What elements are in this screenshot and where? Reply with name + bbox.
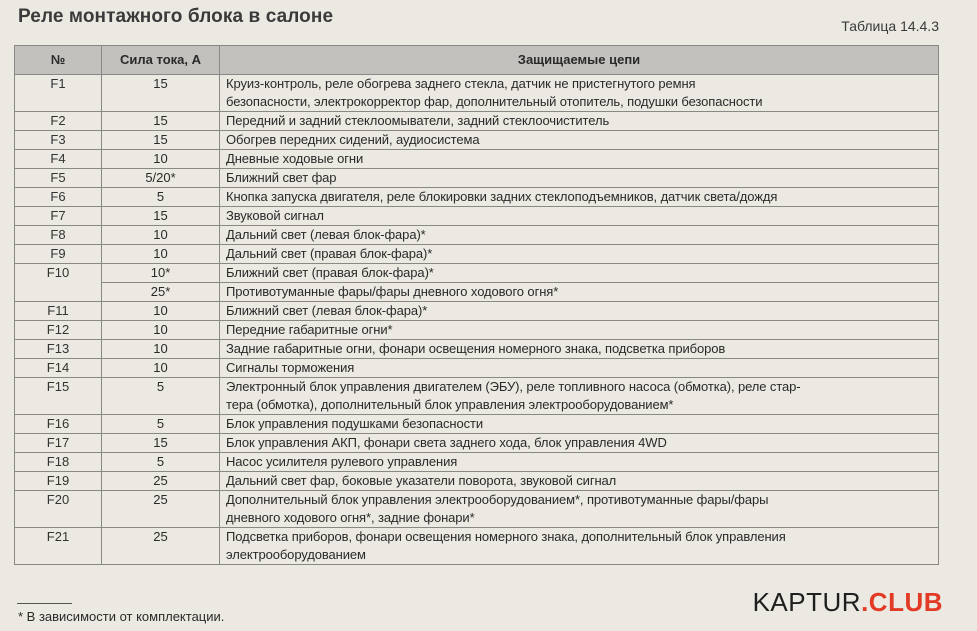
fuse-current-cell: 10 [102,302,220,321]
circuit-text-line: Ближний свет (правая блок-фара)* [226,265,434,280]
protected-circuits-cell [220,378,939,415]
table-row [15,453,939,472]
fuse-number-cell: F16 [15,415,102,434]
circuit-text-line: электрооборудованием [226,547,366,562]
column-header-circuits: Защищаемые цепи [220,46,939,75]
fuse-number-cell: F12 [15,321,102,340]
circuit-text-line: Передние габаритные огни* [226,322,393,337]
circuit-text-line: Насос усилителя рулевого управления [226,454,458,469]
fuse-current-cell: 15 [102,131,220,150]
watermark-text-accent: .CLUB [861,587,943,617]
fuse-number-cell: F11 [15,302,102,321]
protected-circuits-cell [220,112,939,131]
fuse-number-cell: F5 [15,169,102,188]
fuse-number-cell: F4 [15,150,102,169]
fuse-number-cell: F1 [15,75,102,112]
fuse-current-cell: 15 [102,112,220,131]
table-row [15,245,939,264]
table-row [15,340,939,359]
fuse-number-cell: F18 [15,453,102,472]
page-title: Реле монтажного блока в салоне [18,6,334,27]
circuit-text-line: Сигналы торможения [226,360,355,375]
watermark-text-main: KAPTUR [752,587,862,617]
fuse-current-cell: 5 [102,415,220,434]
protected-circuits-cell [220,528,939,565]
circuit-text-line: дневного ходового огня*, задние фонари* [226,510,475,525]
protected-circuits-cell [220,245,939,264]
fuse-table [14,45,939,565]
fuse-number-cell: F15 [15,378,102,415]
fuse-current-cell: 10 [102,321,220,340]
table-row [15,415,939,434]
fuse-current-cell: 15 [102,75,220,112]
table-body [15,75,939,565]
fuse-current-cell: 10 [102,359,220,378]
fuse-current-cell: 5 [102,378,220,415]
circuit-text-line: Дальний свет (левая блок-фара)* [226,227,426,242]
circuit-text-line: Ближний свет (левая блок-фара)* [226,303,428,318]
fuse-number-cell: F20 [15,491,102,528]
circuit-text-line: Подсветка приборов, фонари освещения номерного знака, дополнительный блок управления [226,529,786,544]
fuse-current-cell: 5 [102,453,220,472]
protected-circuits-cell [220,226,939,245]
table-row [15,188,939,207]
circuit-text-line: Кнопка запуска двигателя, реле блокировки задних стеклоподъемников, датчик света/дождя [226,189,778,204]
circuit-text-line: Задние габаритные огни, фонари освещения номерного знака, подсветка приборов [226,341,726,356]
table-row [15,169,939,188]
protected-circuits-cell [220,131,939,150]
fuse-current-cell: 10* [102,264,220,283]
circuit-text-line: Ближний свет фар [226,170,337,185]
circuit-text-line: тера (обмотка), дополнительный блок управления электрооборудованием* [226,397,674,412]
protected-circuits-cell [220,472,939,491]
protected-circuits-cell [220,359,939,378]
table-row [15,264,939,283]
circuit-text-line: Круиз-контроль, реле обогрева заднего стекла, датчик не пристегнутого ремня [226,76,696,91]
fuse-number-cell: F6 [15,188,102,207]
fuse-number-cell [15,283,102,302]
protected-circuits-cell [220,75,939,112]
fuse-number-cell: F19 [15,472,102,491]
protected-circuits-cell [220,188,939,207]
fuse-current-cell: 15 [102,207,220,226]
fuse-number-cell: F10 [15,264,102,283]
protected-circuits-cell [220,321,939,340]
fuse-current-cell: 10 [102,150,220,169]
protected-circuits-cell [220,302,939,321]
fuse-current-cell: 25 [102,528,220,565]
protected-circuits-cell [220,169,939,188]
table-row [15,491,939,528]
protected-circuits-cell [220,415,939,434]
fuse-current-cell: 25 [102,491,220,528]
table-row [15,75,939,112]
table-header-row [15,46,939,75]
fuse-number-cell: F9 [15,245,102,264]
table-row [15,283,939,302]
fuse-number-cell: F2 [15,112,102,131]
circuit-text-line: Дополнительный блок управления электрооборудованием*, противотуманные фары/фары [226,492,769,507]
table-row [15,359,939,378]
table-row [15,378,939,415]
footnote: * В зависимости от комплектации. [18,609,225,624]
fuse-current-cell: 10 [102,245,220,264]
table-row [15,434,939,453]
circuit-text-line: Дневные ходовые огни [226,151,364,166]
protected-circuits-cell [220,434,939,453]
column-header-current: Сила тока, А [102,46,220,75]
fuse-current-cell: 5/20* [102,169,220,188]
fuse-current-cell: 25* [102,283,220,302]
table-row [15,472,939,491]
fuse-number-cell: F14 [15,359,102,378]
watermark-logo [753,587,943,618]
column-header-number: № [15,46,102,75]
circuit-text-line: Передний и задний стеклоомыватели, задний стеклоочиститель [226,113,610,128]
fuse-number-cell: F7 [15,207,102,226]
table-row [15,207,939,226]
table-row [15,131,939,150]
circuit-text-line: Электронный блок управления двигателем (ЭБУ), реле топливного насоса (обмотка), реле стар- [226,379,801,394]
table-row [15,150,939,169]
fuse-number-cell: F17 [15,434,102,453]
fuse-current-cell: 5 [102,188,220,207]
footnote-divider [17,603,72,604]
circuit-text-line: Дальний свет (правая блок-фара)* [226,246,433,261]
fuse-current-cell: 10 [102,340,220,359]
circuit-text-line: Блок управления АКП, фонари света заднего хода, блок управления 4WD [226,435,667,450]
protected-circuits-cell [220,150,939,169]
circuit-text-line: безопасности, электрокорректор фар, дополнительный отопитель, подушки безопасности [226,94,763,109]
table-number-label: Таблица 14.4.3 [841,18,939,34]
table-row [15,321,939,340]
table-row [15,226,939,245]
circuit-text-line: Блок управления подушками безопасности [226,416,484,431]
protected-circuits-cell [220,453,939,472]
table-row [15,112,939,131]
fuse-number-cell: F13 [15,340,102,359]
table-row [15,302,939,321]
circuit-text-line: Противотуманные фары/фары дневного ходового огня* [226,284,559,299]
circuit-text-line: Дальний свет фар, боковые указатели поворота, звуковой сигнал [226,473,617,488]
fuse-current-cell: 25 [102,472,220,491]
protected-circuits-cell [220,340,939,359]
protected-circuits-cell [220,207,939,226]
protected-circuits-cell [220,283,939,302]
circuit-text-line: Обогрев передних сидений, аудиосистема [226,132,480,147]
table-row [15,528,939,565]
circuit-text-line: Звуковой сигнал [226,208,324,223]
fuse-number-cell: F3 [15,131,102,150]
fuse-current-cell: 15 [102,434,220,453]
fuse-number-cell: F21 [15,528,102,565]
protected-circuits-cell [220,491,939,528]
fuse-number-cell: F8 [15,226,102,245]
fuse-current-cell: 10 [102,226,220,245]
protected-circuits-cell [220,264,939,283]
